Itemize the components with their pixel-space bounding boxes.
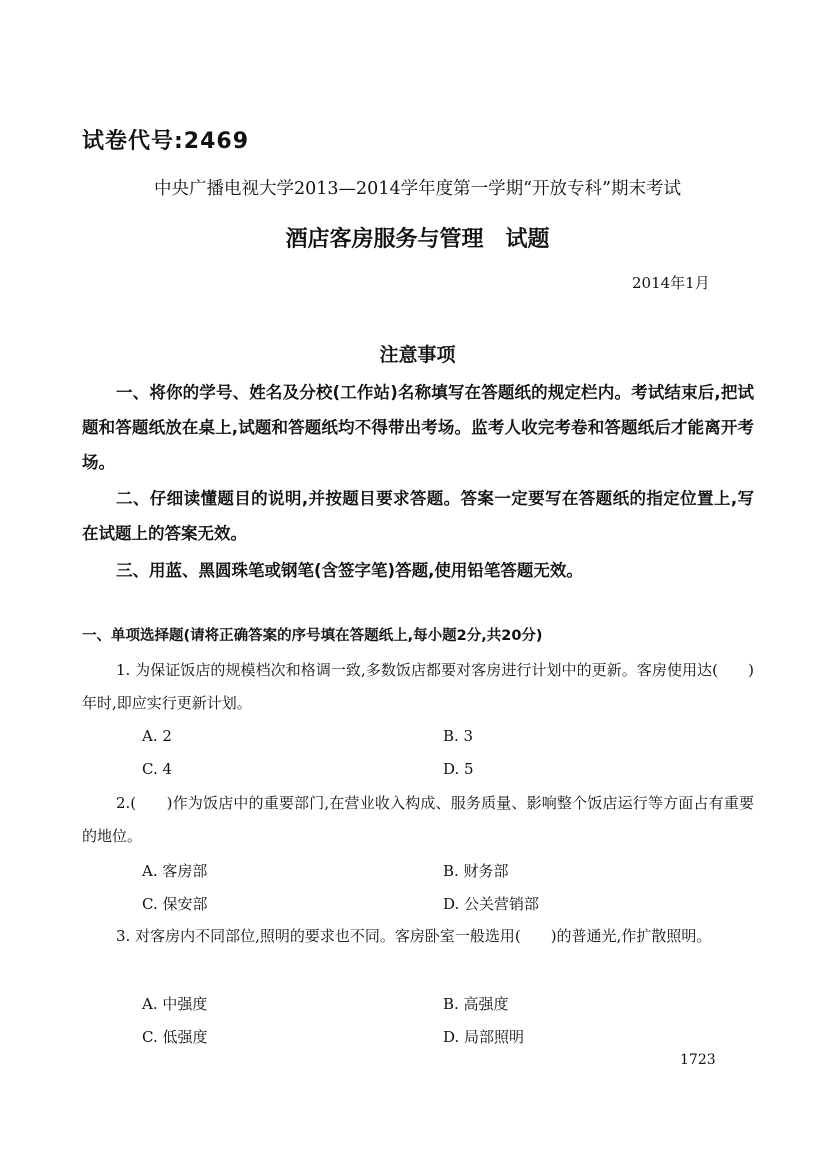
notice-item-3: 三、用蓝、黑圆珠笔或钢笔(含签字笔)答题,使用铅笔答题无效。 — [116, 561, 583, 580]
question-2-option-b: B. 财务部 — [443, 862, 509, 880]
question-2-option-c: C. 保安部 — [142, 895, 208, 913]
question-3-option-c: C. 低强度 — [142, 1028, 208, 1046]
question-1-option-c: C. 4 — [142, 760, 173, 778]
question-1-option-d: D. 5 — [443, 760, 474, 778]
question-3-stem: 3. 对客房内不同部位,照明的要求也不同。客房卧室一般选用( )的普通光,作扩散照明。 — [116, 927, 712, 945]
question-2-stem: 2.( )作为饭店中的重要部门,在营业收入构成、服务质量、影响整个饭店运行等方面占有重要的地位。 — [82, 794, 754, 845]
notice-item-2: 二、仔细读懂题目的说明,并按题目要求答题。答案一定要写在答题纸的指定位置上,写在试题上的答案无效。 — [82, 489, 754, 543]
notice-item-1: 一、将你的学号、姓名及分校(工作站)名称填写在答题纸的规定栏内。考试结束后,把试题和答题纸放在桌上,试题和答题纸均不得带出考场。监考人收完考卷和答题纸后才能离开考场。 — [82, 383, 754, 472]
question-1-option-b: B. 3 — [443, 727, 474, 745]
question-1-stem: 1. 为保证饭店的规模档次和格调一致,多数饭店都要对客房进行计划中的更新。客房使用达( )年时,即应实行更新计划。 — [82, 661, 754, 712]
notice-heading: 注意事项 — [379, 344, 456, 366]
exam-date: 2014年1月 — [632, 274, 710, 292]
question-3-option-b: B. 高强度 — [443, 995, 509, 1013]
section-heading: 一、单项选择题(请将正确答案的序号填在答题纸上,每小题2分,共20分) — [82, 628, 543, 644]
question-3-option-d: D. 局部照明 — [443, 1028, 525, 1046]
page-number: 1723 — [680, 1052, 716, 1068]
question-1-option-a: A. 2 — [142, 727, 172, 745]
exam-name: 中央广播电视大学2013—2014学年度第一学期“开放专科”期末考试 — [154, 179, 681, 199]
question-2-option-a: A. 客房部 — [142, 862, 208, 880]
question-3-option-a: A. 中强度 — [142, 995, 208, 1013]
paper-title: 酒店客房服务与管理 试题 — [285, 227, 550, 252]
question-2-option-d: D. 公关营销部 — [443, 895, 540, 913]
paper-code: 试卷代号:2469 — [82, 129, 250, 154]
